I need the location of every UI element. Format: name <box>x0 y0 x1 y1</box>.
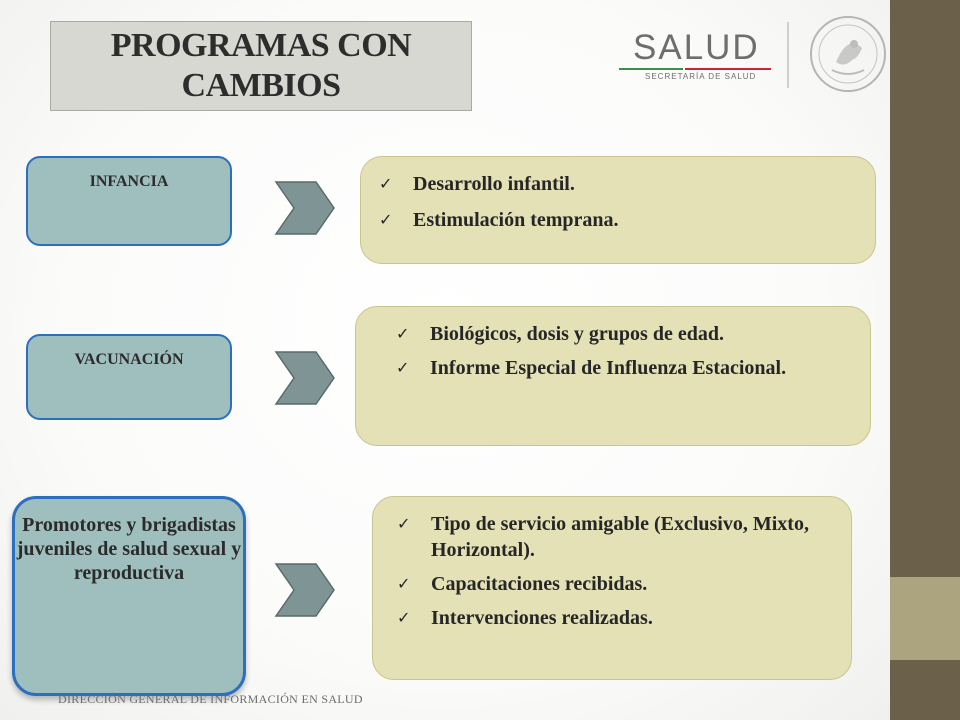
category-infancia <box>26 156 232 246</box>
list-item <box>379 207 875 233</box>
side-bar-dark <box>890 0 960 577</box>
list-item-text: Intervenciones realizadas. <box>431 607 653 629</box>
side-bar-dark-bottom <box>890 660 960 720</box>
salud-logo <box>615 28 785 98</box>
salud-logo-word: SALUD <box>633 28 760 67</box>
list-item-text: Estimulación temprana. <box>413 209 619 231</box>
chevron-right-icon <box>272 180 336 236</box>
list-item <box>397 605 851 631</box>
chevron-right-icon <box>272 350 336 406</box>
list-item <box>379 171 875 197</box>
list-item-text: Biológicos, dosis y grupos de edad. <box>430 323 724 345</box>
list-item-text: Desarrollo infantil. <box>413 173 575 195</box>
list-item <box>396 355 870 381</box>
list-item <box>397 571 851 597</box>
category-promotores-label: Promotores y brigadistas juveniles de salud sexual y reproductiva <box>16 514 242 584</box>
category-infancia-label: INFANCIA <box>89 173 169 190</box>
checkmark-icon: ✓ <box>379 210 393 229</box>
page-title: PROGRAMAS CON CAMBIOS <box>110 27 412 104</box>
logo-divider <box>787 22 789 88</box>
category-vacunacion <box>26 334 232 420</box>
list-item-text: Capacitaciones recibidas. <box>431 573 648 595</box>
checkmark-icon: ✓ <box>379 174 393 193</box>
checkmark-icon: ✓ <box>397 608 411 627</box>
chevron-right-icon <box>272 562 336 618</box>
detail-box-infancia <box>360 156 876 264</box>
salud-logo-subtitle: SECRETARÍA DE SALUD <box>645 72 757 81</box>
detail-box-vacunacion <box>355 306 871 446</box>
national-seal-icon <box>808 14 888 94</box>
detail-box-promotores <box>372 496 852 680</box>
list-item <box>397 511 851 563</box>
footer-text: DIRECCIÓN GENERAL DE INFORMACIÓN EN SALUD <box>58 692 363 706</box>
side-bar-light <box>890 577 960 660</box>
checkmark-icon: ✓ <box>396 324 410 343</box>
checkmark-icon: ✓ <box>397 514 411 533</box>
checkmark-icon: ✓ <box>397 574 411 593</box>
checkmark-icon: ✓ <box>396 358 410 377</box>
category-promotores <box>12 496 246 696</box>
list-item <box>396 321 870 347</box>
title-box <box>50 21 472 111</box>
list-item-text: Tipo de servicio amigable (Exclusivo, Mixto, Horizontal). <box>431 513 809 561</box>
category-vacunacion-label: VACUNACIÓN <box>74 351 184 368</box>
list-item-text: Informe Especial de Influenza Estacional. <box>430 357 787 379</box>
logo-stripe-green <box>619 68 683 70</box>
logo-stripe-red <box>685 68 771 70</box>
